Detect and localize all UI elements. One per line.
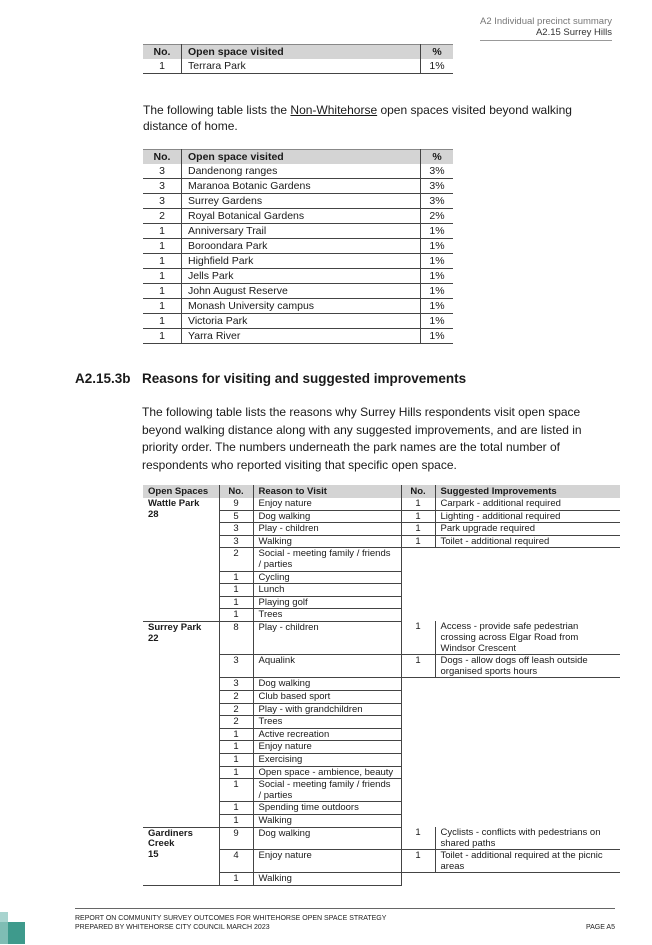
reason-count: 4	[219, 850, 253, 873]
row-count: 1	[143, 254, 182, 269]
reason-text: Play - children	[253, 621, 401, 654]
empty-improvement-area	[401, 548, 620, 622]
reason-text: Dog walking	[253, 510, 401, 523]
reason-count: 3	[219, 678, 253, 691]
section-heading	[75, 371, 466, 386]
reason-count: 9	[219, 498, 253, 510]
reason-count: 3	[219, 523, 253, 536]
row-open-space: Dandenong ranges	[182, 164, 421, 179]
reason-count: 1	[219, 728, 253, 741]
reason-count: 2	[219, 548, 253, 571]
col-header-open-space: Open space visited	[182, 150, 421, 165]
col-header-reason: Reason to Visit	[253, 485, 401, 498]
improvement-count: 1	[401, 510, 435, 523]
reason-text: Enjoy nature	[253, 850, 401, 873]
table-row	[143, 224, 453, 239]
reason-count: 1	[219, 741, 253, 754]
reason-count: 1	[219, 873, 253, 886]
reason-count: 1	[219, 584, 253, 597]
table-row	[143, 59, 453, 74]
col-header-percent: %	[421, 150, 454, 165]
col-header-reason-no: No.	[219, 485, 253, 498]
row-open-space: Surrey Gardens	[182, 194, 421, 209]
reason-text: Walking	[253, 873, 401, 886]
row-count: 1	[143, 59, 182, 74]
reason-text: Trees	[253, 716, 401, 729]
row-percent: 1%	[421, 329, 454, 344]
reason-count: 1	[219, 571, 253, 584]
reason-text: Aqualink	[253, 655, 401, 678]
reason-text: Cycling	[253, 571, 401, 584]
row-percent: 1%	[421, 269, 454, 284]
reason-text: Enjoy nature	[253, 741, 401, 754]
table-row	[143, 329, 453, 344]
reasons-paragraph: The following table lists the reasons why Surrey Hills respondents visit open space beyond walking distance along with any suggested improvements, and are listed in priority order. The numbers underneath the park names are the total number of respondents who reported visiting that specific open space.	[142, 405, 582, 472]
corner-decoration	[0, 912, 8, 922]
row-percent: 1%	[421, 299, 454, 314]
row-open-space: Jells Park	[182, 269, 421, 284]
row-open-space: Royal Botanical Gardens	[182, 209, 421, 224]
reason-text: Walking	[253, 535, 401, 548]
reason-text: Social - meeting family / friends / parties	[253, 548, 401, 571]
reason-count: 5	[219, 510, 253, 523]
row-count: 3	[143, 194, 182, 209]
table-row	[143, 269, 453, 284]
col-header-open-space: Open space visited	[182, 45, 421, 60]
reason-text: Playing golf	[253, 596, 401, 609]
table-row	[143, 194, 453, 209]
row-percent: 1%	[421, 314, 454, 329]
improvement-text: Carpark - additional required	[435, 498, 620, 510]
reasons-improvements-table	[143, 485, 620, 886]
table-row	[143, 254, 453, 269]
reason-count: 1	[219, 779, 253, 802]
header-chapter: A2 Individual precinct summary	[480, 16, 612, 27]
row-open-space: Yarra River	[182, 329, 421, 344]
row-count: 1	[143, 299, 182, 314]
corner-decoration	[8, 922, 25, 944]
row-count: 3	[143, 164, 182, 179]
reason-count: 2	[219, 703, 253, 716]
improvement-count: 1	[401, 535, 435, 548]
row-count: 1	[143, 239, 182, 254]
page-footer	[75, 908, 615, 932]
col-header-no: No.	[143, 45, 182, 60]
table-row	[143, 284, 453, 299]
improvement-text: Access - provide safe pedestrian crossing across Elgar Road from Windsor Crescent	[435, 621, 620, 654]
reason-text: Club based sport	[253, 691, 401, 704]
reason-text: Walking	[253, 814, 401, 827]
improvement-count: 1	[401, 827, 435, 850]
table-row	[143, 498, 620, 510]
row-count: 1	[143, 224, 182, 239]
row-percent: 1%	[421, 59, 454, 74]
reason-text: Social - meeting family / friends / parties	[253, 779, 401, 802]
row-open-space: John August Reserve	[182, 284, 421, 299]
intro-text-after: open spaces visited beyond walking distance of home.	[143, 103, 572, 133]
reason-count: 9	[219, 827, 253, 850]
reason-count: 1	[219, 802, 253, 815]
reason-count: 1	[219, 814, 253, 827]
reason-text: Dog walking	[253, 678, 401, 691]
improvement-count: 1	[401, 523, 435, 536]
table-row	[143, 314, 453, 329]
improvement-count: 1	[401, 498, 435, 510]
improvement-text: Lighting - additional required	[435, 510, 620, 523]
reason-count: 3	[219, 655, 253, 678]
row-count: 2	[143, 209, 182, 224]
footer-prepared-by: PREPARED BY WHITEHORSE CITY COUNCIL MARCH 2023	[75, 924, 270, 931]
improvement-text: Dogs - allow dogs off leash outside organised sports hours	[435, 655, 620, 678]
table-row	[143, 621, 620, 654]
row-open-space: Terrara Park	[182, 59, 421, 74]
corner-decoration	[0, 922, 8, 944]
reason-text: Play - with grandchildren	[253, 703, 401, 716]
park-name: Gardiners Creek 15	[143, 827, 219, 885]
row-open-space: Maranoa Botanic Gardens	[182, 179, 421, 194]
row-count: 1	[143, 284, 182, 299]
col-header-open-spaces: Open Spaces	[143, 485, 219, 498]
empty-improvement-area	[401, 678, 620, 827]
col-header-improvement-no: No.	[401, 485, 435, 498]
reason-text: Open space - ambience, beauty	[253, 766, 401, 779]
row-percent: 3%	[421, 179, 454, 194]
improvement-text: Toilet - additional required at the picnic areas	[435, 850, 620, 873]
non-whitehorse-term: Non-Whitehorse	[290, 103, 378, 117]
row-count: 1	[143, 314, 182, 329]
footer-report-title: REPORT ON COMMUNITY SURVEY OUTCOMES FOR WHITEHORSE OPEN SPACE STRATEGY	[75, 915, 387, 922]
improvement-text: Park upgrade required	[435, 523, 620, 536]
row-percent: 1%	[421, 239, 454, 254]
row-percent: 1%	[421, 224, 454, 239]
row-percent: 2%	[421, 209, 454, 224]
park-name: Surrey Park 22	[143, 621, 219, 827]
reason-count: 2	[219, 691, 253, 704]
reason-text: Lunch	[253, 584, 401, 597]
improvement-count: 1	[401, 655, 435, 678]
improvement-count: 1	[401, 621, 435, 654]
whitehorse-visited-table	[143, 44, 453, 74]
reason-count: 3	[219, 535, 253, 548]
empty-improvement-area	[401, 873, 620, 886]
table-row	[143, 299, 453, 314]
row-open-space: Anniversary Trail	[182, 224, 421, 239]
improvement-text: Cyclists - conflicts with pedestrians on shared paths	[435, 827, 620, 850]
row-percent: 3%	[421, 164, 454, 179]
row-percent: 1%	[421, 284, 454, 299]
col-header-no: No.	[143, 150, 182, 165]
table-row	[143, 827, 620, 850]
reason-count: 1	[219, 766, 253, 779]
header-section: A2.15 Surrey Hills	[480, 27, 612, 41]
row-count: 1	[143, 329, 182, 344]
row-count: 3	[143, 179, 182, 194]
row-count: 1	[143, 269, 182, 284]
reason-count: 8	[219, 621, 253, 654]
reason-count: 1	[219, 596, 253, 609]
intro-paragraph	[143, 102, 583, 134]
reason-text: Enjoy nature	[253, 498, 401, 510]
improvement-text: Toilet - additional required	[435, 535, 620, 548]
reason-text: Dog walking	[253, 827, 401, 850]
col-header-percent: %	[421, 45, 454, 60]
section-title: Reasons for visiting and suggested improvements	[142, 371, 467, 386]
row-percent: 1%	[421, 254, 454, 269]
row-open-space: Monash University campus	[182, 299, 421, 314]
row-percent: 3%	[421, 194, 454, 209]
row-open-space: Victoria Park	[182, 314, 421, 329]
reason-count: 2	[219, 716, 253, 729]
page-header	[480, 16, 612, 41]
improvement-count: 1	[401, 850, 435, 873]
col-header-improvements: Suggested Improvements	[435, 485, 620, 498]
table-row	[143, 209, 453, 224]
page-number: PAGE A5	[585, 924, 615, 931]
row-open-space: Boroondara Park	[182, 239, 421, 254]
non-whitehorse-visited-table	[143, 149, 453, 344]
reason-text: Spending time outdoors	[253, 802, 401, 815]
reason-count: 1	[219, 609, 253, 622]
intro-text-before: The following table lists the	[143, 103, 291, 117]
reason-text: Play - children	[253, 523, 401, 536]
reason-text: Trees	[253, 609, 401, 622]
table-row	[143, 164, 453, 179]
table-row	[143, 179, 453, 194]
reason-count: 1	[219, 753, 253, 766]
section-number: A2.15.3b	[75, 371, 131, 386]
row-open-space: Highfield Park	[182, 254, 421, 269]
reason-text: Active recreation	[253, 728, 401, 741]
table-row	[143, 239, 453, 254]
reason-text: Exercising	[253, 753, 401, 766]
park-name: Wattle Park 28	[143, 498, 219, 621]
